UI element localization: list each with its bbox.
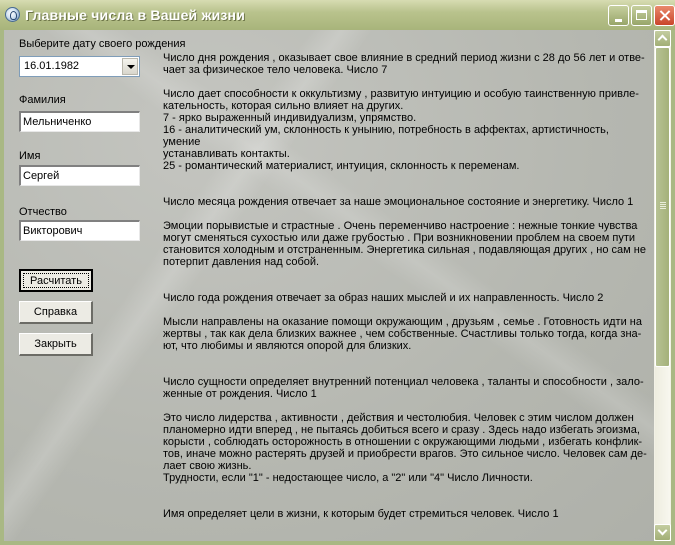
- help-button-label: Справка: [33, 306, 78, 318]
- result-line: Число месяца рождения отвечает за наше эмоциональное состояние и энергетику. Число 1: [163, 196, 634, 208]
- result-line: женные от рождения. Число 1: [163, 388, 317, 400]
- name-input[interactable]: [19, 165, 140, 186]
- result-line: корысти , соблюдать осторожность в отношении с окружающими людьми , избегать конфлик-: [163, 436, 643, 448]
- result-line: 25 - романтический материалист, интуиция, склонность к переменам.: [163, 160, 520, 172]
- vertical-scrollbar[interactable]: [654, 30, 671, 541]
- result-line: чает за физическое тело человека. Число 7: [163, 64, 388, 76]
- result-line: Число дает способности к оккультизму , развитую интуицию и особую таинственную привле-: [163, 88, 639, 100]
- help-button[interactable]: [19, 301, 93, 324]
- result-line: тов, иначе можно растерять друзей и приобрести врагов. Это сильное число. Человек сам де-: [163, 448, 647, 460]
- result-line: Эмоции порывистые и страстные . Очень переменчиво настроение : нежные тонкие чувства: [163, 220, 638, 232]
- calculate-button-label: Расчитать: [30, 275, 82, 287]
- result-line: Трудности, если "1" - недостающее число, а "2" или "4" Число Личности.: [163, 472, 533, 484]
- result-line: потерпит давления над собой.: [163, 256, 320, 268]
- name-value: Сергей: [23, 170, 60, 182]
- scroll-down-icon[interactable]: [654, 524, 671, 541]
- result-line: могут сменяться сухостью или даже грубостью . При возникновении проблем на своем пути: [163, 232, 635, 244]
- grip-icon: [660, 202, 666, 210]
- calculate-button[interactable]: [19, 269, 93, 292]
- minimize-button[interactable]: [608, 5, 629, 26]
- surname-input[interactable]: [19, 111, 140, 132]
- app-icon[interactable]: [5, 7, 20, 22]
- result-text-area[interactable]: [163, 52, 649, 541]
- result-line: планомерно идти вперед , не пытаясь добиться всего и сразу . Здесь надо избегать эгоизма,: [163, 424, 640, 436]
- patronymic-value: Викторович: [23, 225, 83, 237]
- result-line: Имя определяет цели в жизни, к которым будет стремиться человек. Число 1: [163, 508, 559, 520]
- patronymic-label: Отчество: [19, 206, 67, 218]
- window-title: Главные числа в Вашей жизни: [25, 7, 246, 23]
- name-label: Имя: [19, 150, 41, 162]
- scroll-up-icon[interactable]: [654, 30, 671, 47]
- scroll-thumb[interactable]: [655, 47, 670, 367]
- result-line: Число сущности определяет внутренний потенциал человека , таланты и способности , зало-: [163, 376, 644, 388]
- surname-value: Мельниченко: [23, 116, 92, 128]
- result-line: становится холодным и отстраненным. Энергетика сильная , подавляющая других , но сам не: [163, 244, 646, 256]
- result-line: лает свою жизнь.: [163, 460, 252, 472]
- result-line: ют, что любимы и являются опорой для близких.: [163, 340, 412, 352]
- title-bar[interactable]: [0, 0, 675, 30]
- birthdate-picker[interactable]: [19, 56, 140, 77]
- birthdate-value: 16.01.1982: [24, 60, 80, 72]
- result-line: Мысли направлены на оказание помощи окружающим , друзьям , семье . Готовность идти на: [163, 316, 642, 328]
- result-line: кательность, которая сильно влияет на других.: [163, 100, 404, 112]
- result-line: жертвы , так как дела близких важнее , чем собственные. Счастливы только тогда, когда зна-: [163, 328, 642, 340]
- result-line: 16 - аналитический ум, склонность к унынию, потребность в аффектах, артистичность, умение: [163, 124, 609, 148]
- birthdate-label: Выберите дату своего рождения: [19, 38, 186, 50]
- result-line: устанавливать контакты.: [163, 148, 290, 160]
- close-button-label: Закрыть: [34, 338, 77, 350]
- close-button[interactable]: [19, 333, 93, 356]
- surname-label: Фамилия: [19, 94, 66, 106]
- patronymic-input[interactable]: [19, 220, 140, 241]
- result-line: Это число лидерства , активности , действия и честолюбия. Человек с этим числом должен: [163, 412, 634, 424]
- close-window-button[interactable]: [654, 5, 675, 26]
- chevron-down-icon[interactable]: [122, 58, 138, 75]
- result-line: Число года рождения отвечает за образ наших мыслей и их направленность. Число 2: [163, 292, 604, 304]
- result-line: 7 - ярко выраженный индивидуализм, упрямство.: [163, 112, 417, 124]
- result-line: Число дня рождения , оказывает свое влияние в средний период жизни с 28 до 56 лет и отве-: [163, 52, 645, 64]
- maximize-button[interactable]: [631, 5, 652, 26]
- client-area: [4, 30, 671, 541]
